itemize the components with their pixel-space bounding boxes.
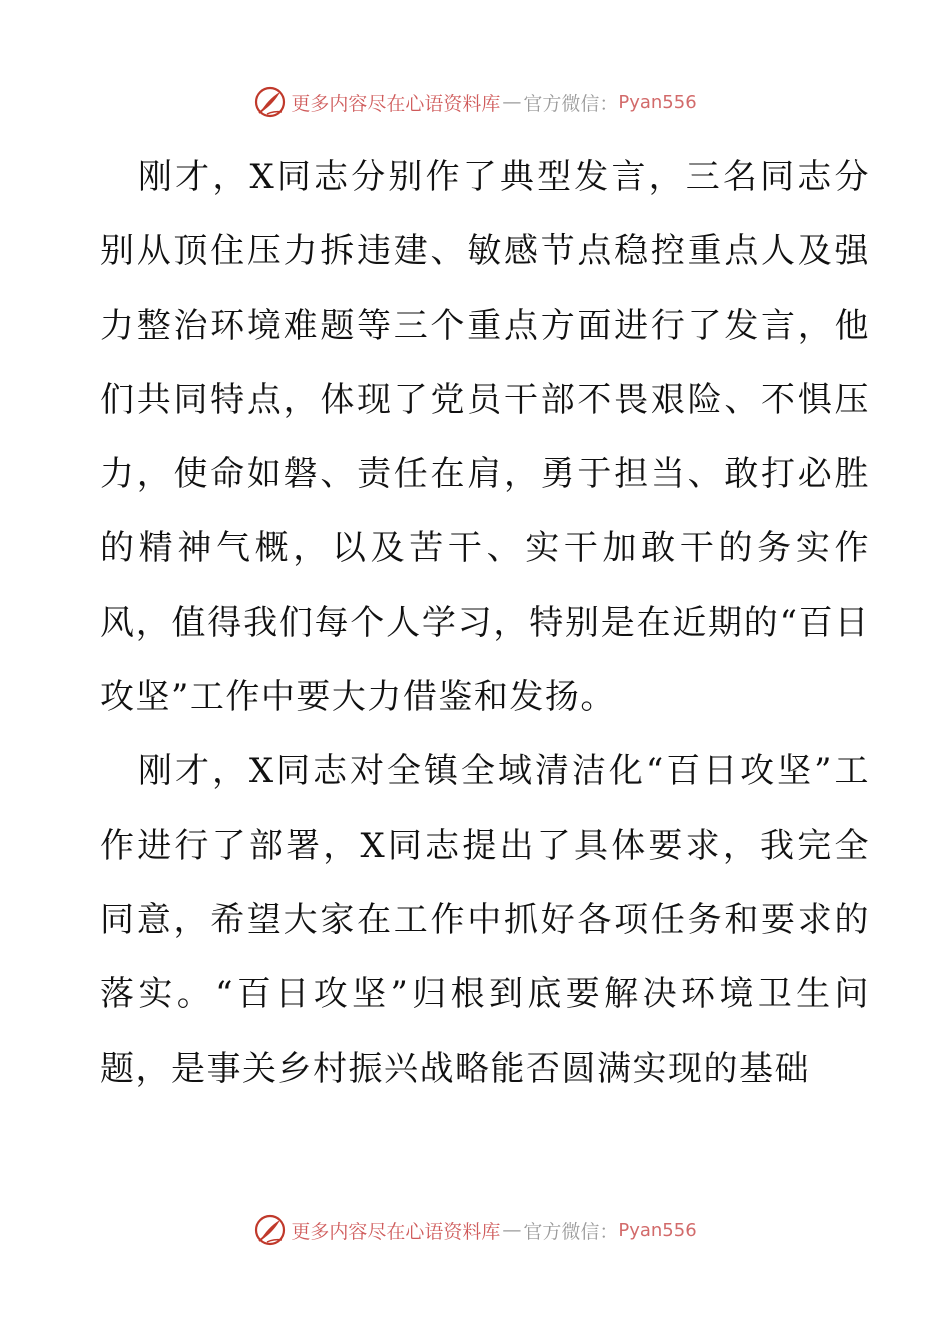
paragraph-1: 刚才，X同志分别作了典型发言，三名同志分别从顶住压力拆违建、敏感节点稳控重点人及强力整治环境难题等三个重点方面进行了发言，他们共同特点，体现了党员干部不畏艰险、不惧压力，使命如磐、责任在肩，勇于担当、敢打必胜的精神气概，以及苦干、实干加敢干的务实作风，值得我们每个人学习，特别是在近期的“百日攻坚”工作中要大力借鉴和发扬。 (100, 157, 870, 718)
pen-logo-icon (253, 85, 287, 119)
watermark-dash: — (502, 91, 522, 113)
watermark-official-label: 官方微信： (523, 92, 619, 115)
document-body (100, 140, 870, 1106)
watermark-main-text: 更多内容尽在心语资料库 (291, 92, 501, 115)
pen-logo-icon (253, 1213, 287, 1247)
watermark-wechat-id: Pyan556 (618, 1219, 697, 1241)
paragraph-2: 刚才，X同志对全镇全域清洁化“百日攻坚”工作进行了部署，X同志提出了具体要求，我完全同意，希望大家在工作中抓好各项任务和要求的落实。“百日攻坚”归根到底要解决环境卫生问题，是事关乡村振兴战略能否圆满实现的基础 (100, 751, 870, 1089)
watermark-official-label: 官方微信： (523, 1220, 619, 1243)
header-watermark (0, 82, 950, 122)
watermark-main-text: 更多内容尽在心语资料库 (291, 1220, 501, 1243)
watermark-wechat-id: Pyan556 (618, 91, 697, 113)
watermark-dash: — (502, 1219, 522, 1241)
footer-watermark (0, 1210, 950, 1250)
